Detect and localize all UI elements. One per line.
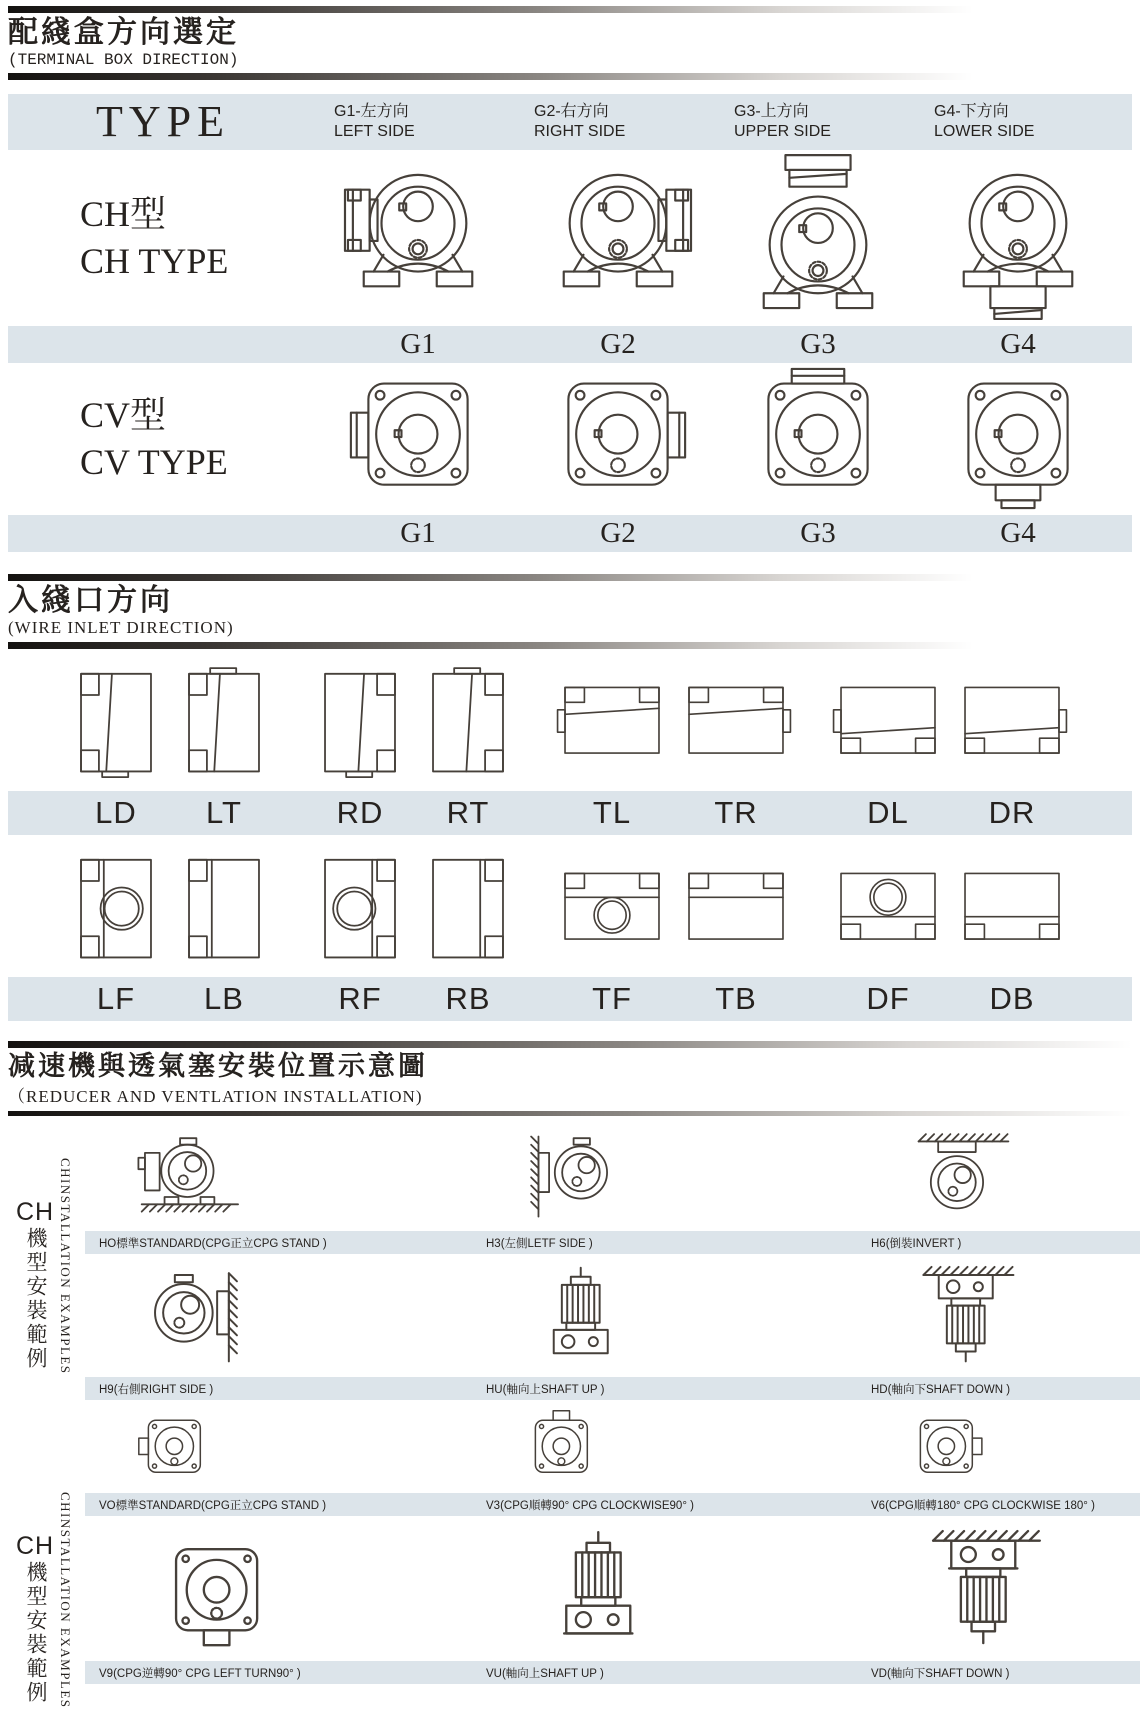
section2-title-zh: 入綫口方向 — [8, 583, 173, 617]
section3-title-zh: 减速機與透氣塞安裝位置示意圖 — [8, 1051, 428, 1081]
col-header-g4 — [918, 102, 1118, 142]
install-caption-band-v1 — [85, 1493, 1140, 1516]
wire-inlet-labels-band2 — [8, 977, 1132, 1021]
table-header-row — [8, 94, 1132, 150]
label-dr: DR — [988, 795, 1036, 830]
caption-v6: V6(CPG順轉180° CPG CLOCKWISE 180° ) — [871, 1499, 1095, 1512]
caption-vo: VO標準STANDARD(CPG正立CPG STAND ) — [99, 1499, 327, 1512]
label-rf: RF — [338, 981, 382, 1016]
divider-bar — [8, 1111, 1132, 1116]
col-g4-zh: G4-下方向 — [934, 102, 1009, 120]
divider-bar — [8, 1041, 1132, 1048]
install-caption-band-v2 — [85, 1661, 1140, 1684]
wire-tb-drawing — [680, 863, 792, 951]
side-chars: 機型安裝範例 — [24, 1561, 48, 1706]
wire-tr-drawing — [680, 677, 792, 765]
side-prefix: CH — [16, 1198, 55, 1227]
install-row-v1 — [85, 1404, 1140, 1490]
section3-title-en: （REDUCER AND VENTLATION INSTALLATION) — [8, 1087, 423, 1107]
section-terminal-box-header — [0, 0, 1140, 80]
label-lf: LF — [96, 981, 136, 1016]
install-row-v2 — [85, 1520, 1140, 1658]
divider-bar — [8, 574, 973, 581]
divider-bar — [8, 73, 973, 80]
col-g1-en: LEFT SIDE — [334, 122, 415, 140]
caption-h6: H6(倒裝INVERT ) — [871, 1237, 962, 1250]
side-chars: 機型安裝範例 — [24, 1227, 48, 1372]
section-wire-inlet-header — [0, 568, 1140, 650]
cv-g4-label: G4 — [1000, 516, 1036, 549]
wire-lb-drawing — [176, 849, 272, 965]
cv-type-row — [8, 363, 1132, 515]
wire-dr-drawing — [956, 677, 1068, 765]
col-g3-zh: G3-上方向 — [734, 102, 809, 120]
label-tb: TB — [715, 981, 757, 1016]
cv-flange-g3-drawing — [745, 368, 891, 510]
type-label: TYPE — [96, 97, 230, 146]
cv-flange-g2-drawing — [545, 368, 691, 510]
install-h6-drawing — [871, 1130, 1043, 1228]
ch-type-row — [8, 150, 1132, 326]
install-vo-drawing — [99, 1408, 243, 1490]
cv-flange-g1-drawing — [345, 368, 491, 510]
label-ld: LD — [95, 795, 137, 830]
install-h9-drawing — [99, 1266, 288, 1374]
install-hd-drawing — [871, 1266, 1060, 1374]
caption-ho: HO標準STANDARD(CPG正立CPG STAND ) — [99, 1237, 327, 1250]
label-tl: TL — [592, 795, 632, 830]
ch-g2-label: G2 — [600, 327, 636, 360]
col-g1-zh: G1-左方向 — [334, 102, 409, 120]
col-header-g2 — [518, 102, 718, 142]
wire-inlet-labels-band1 — [8, 791, 1132, 835]
label-rb: RB — [445, 981, 491, 1016]
ch-motor-g3-drawing — [744, 154, 892, 322]
side-label-zh — [16, 1198, 54, 1375]
install-row-h2 — [85, 1258, 1140, 1374]
wire-inlet-drawings-row1 — [0, 655, 1140, 787]
ch-type-label — [8, 150, 318, 326]
install-v3-drawing — [486, 1408, 630, 1490]
wire-lt-drawing — [176, 663, 272, 779]
ch-g3-label: G3 — [800, 327, 836, 360]
cv-flange-g4-drawing — [945, 368, 1091, 510]
terminal-box-table — [8, 94, 1132, 552]
label-tr: TR — [714, 795, 758, 830]
ch-label-en: CH TYPE — [80, 240, 229, 281]
label-lb: LB — [204, 981, 244, 1016]
wire-df-drawing — [832, 863, 944, 951]
cv-g-label-band — [8, 515, 1132, 552]
ch-g1-label: G1 — [400, 327, 436, 360]
wire-rf-drawing — [312, 849, 408, 965]
ch-motor-g4-drawing — [944, 154, 1092, 322]
ch-g4-label: G4 — [1000, 327, 1036, 360]
caption-vd: VD(軸向下SHAFT DOWN ) — [871, 1667, 1010, 1680]
install-hu-drawing — [486, 1266, 675, 1374]
caption-h9: H9(右側RIGHT SIDE ) — [99, 1383, 214, 1396]
wire-inlet-drawings-row2 — [0, 841, 1140, 973]
col-header-g3 — [718, 102, 918, 142]
col-g3-en: UPPER SIDE — [734, 122, 831, 140]
ch-motor-g2-drawing — [544, 154, 692, 322]
label-df: DF — [866, 981, 910, 1016]
install-row-h1 — [85, 1124, 1140, 1228]
ch-install-side-label-1 — [16, 1158, 73, 1375]
caption-vu: VU(軸向上SHAFT UP ) — [486, 1667, 604, 1680]
install-vu-drawing — [486, 1530, 711, 1658]
side-label-zh — [16, 1532, 54, 1709]
wire-dl-drawing — [832, 677, 944, 765]
cv-g3-label: G3 — [800, 516, 836, 549]
label-db: DB — [989, 981, 1035, 1016]
section2-title-en: (WIRE INLET DIRECTION) — [8, 618, 234, 637]
side-prefix: CH — [16, 1532, 55, 1561]
ch-install-side-label-2 — [16, 1492, 73, 1709]
cv-type-label — [8, 363, 318, 515]
wire-tl-drawing — [556, 677, 668, 765]
install-vd-drawing — [871, 1530, 1096, 1658]
ch-motor-g1-drawing — [344, 154, 492, 322]
cv-label-zh: CV型 — [80, 394, 167, 435]
section1-title-en: (TERMINAL BOX DIRECTION) — [8, 50, 239, 69]
wire-db-drawing — [956, 863, 1068, 951]
side-label-en: CHINSTALLATION EXAMPLES — [58, 1158, 74, 1375]
label-lt: LT — [206, 795, 242, 830]
col-header-g1 — [318, 102, 518, 142]
wire-lf-drawing — [68, 849, 164, 965]
label-rt: RT — [446, 795, 490, 830]
section-installation-header — [0, 1035, 1140, 1116]
wire-rt-drawing — [420, 663, 516, 779]
caption-hd: HD(軸向下SHAFT DOWN ) — [871, 1383, 1011, 1396]
label-dl: DL — [867, 795, 909, 830]
wire-rb-drawing — [420, 849, 516, 965]
install-caption-band-h2 — [85, 1377, 1140, 1400]
cv-label-en: CV TYPE — [80, 441, 228, 482]
install-v6-drawing — [871, 1408, 1015, 1490]
installation-content — [85, 1124, 1140, 1684]
installation-examples — [0, 1124, 1140, 1709]
section1-title-zh: 配綫盒方向選定 — [8, 16, 239, 49]
install-v9-drawing — [99, 1530, 324, 1658]
ch-label-zh: CH型 — [80, 193, 167, 234]
caption-h3: H3(左側LETF SIDE ) — [486, 1237, 593, 1250]
cv-g1-label: G1 — [400, 516, 436, 549]
wire-ld-drawing — [68, 663, 164, 779]
side-label-en: CHINSTALLATION EXAMPLES — [58, 1492, 74, 1709]
label-rd: RD — [336, 795, 384, 830]
cv-g2-label: G2 — [600, 516, 636, 549]
install-caption-band-h1 — [85, 1231, 1140, 1254]
divider-bar — [8, 6, 973, 13]
col-g4-en: LOWER SIDE — [934, 122, 1035, 140]
divider-bar — [8, 642, 973, 649]
caption-v3: V3(CPG順轉90° CPG CLOCKWISE90° ) — [486, 1499, 694, 1512]
caption-hu: HU(軸向上SHAFT UP ) — [486, 1383, 605, 1396]
label-tf: TF — [592, 981, 632, 1016]
wire-rd-drawing — [312, 663, 408, 779]
caption-v9: V9(CPG逆轉90° CPG LEFT TURN90° ) — [99, 1667, 301, 1680]
install-ho-drawing — [99, 1130, 271, 1228]
col-g2-en: RIGHT SIDE — [534, 122, 626, 140]
col-g2-zh: G2-右方向 — [534, 102, 609, 120]
install-h3-drawing — [486, 1130, 658, 1228]
wire-tf-drawing — [556, 863, 668, 951]
ch-g-label-band — [8, 326, 1132, 363]
type-header-cell — [8, 96, 318, 147]
